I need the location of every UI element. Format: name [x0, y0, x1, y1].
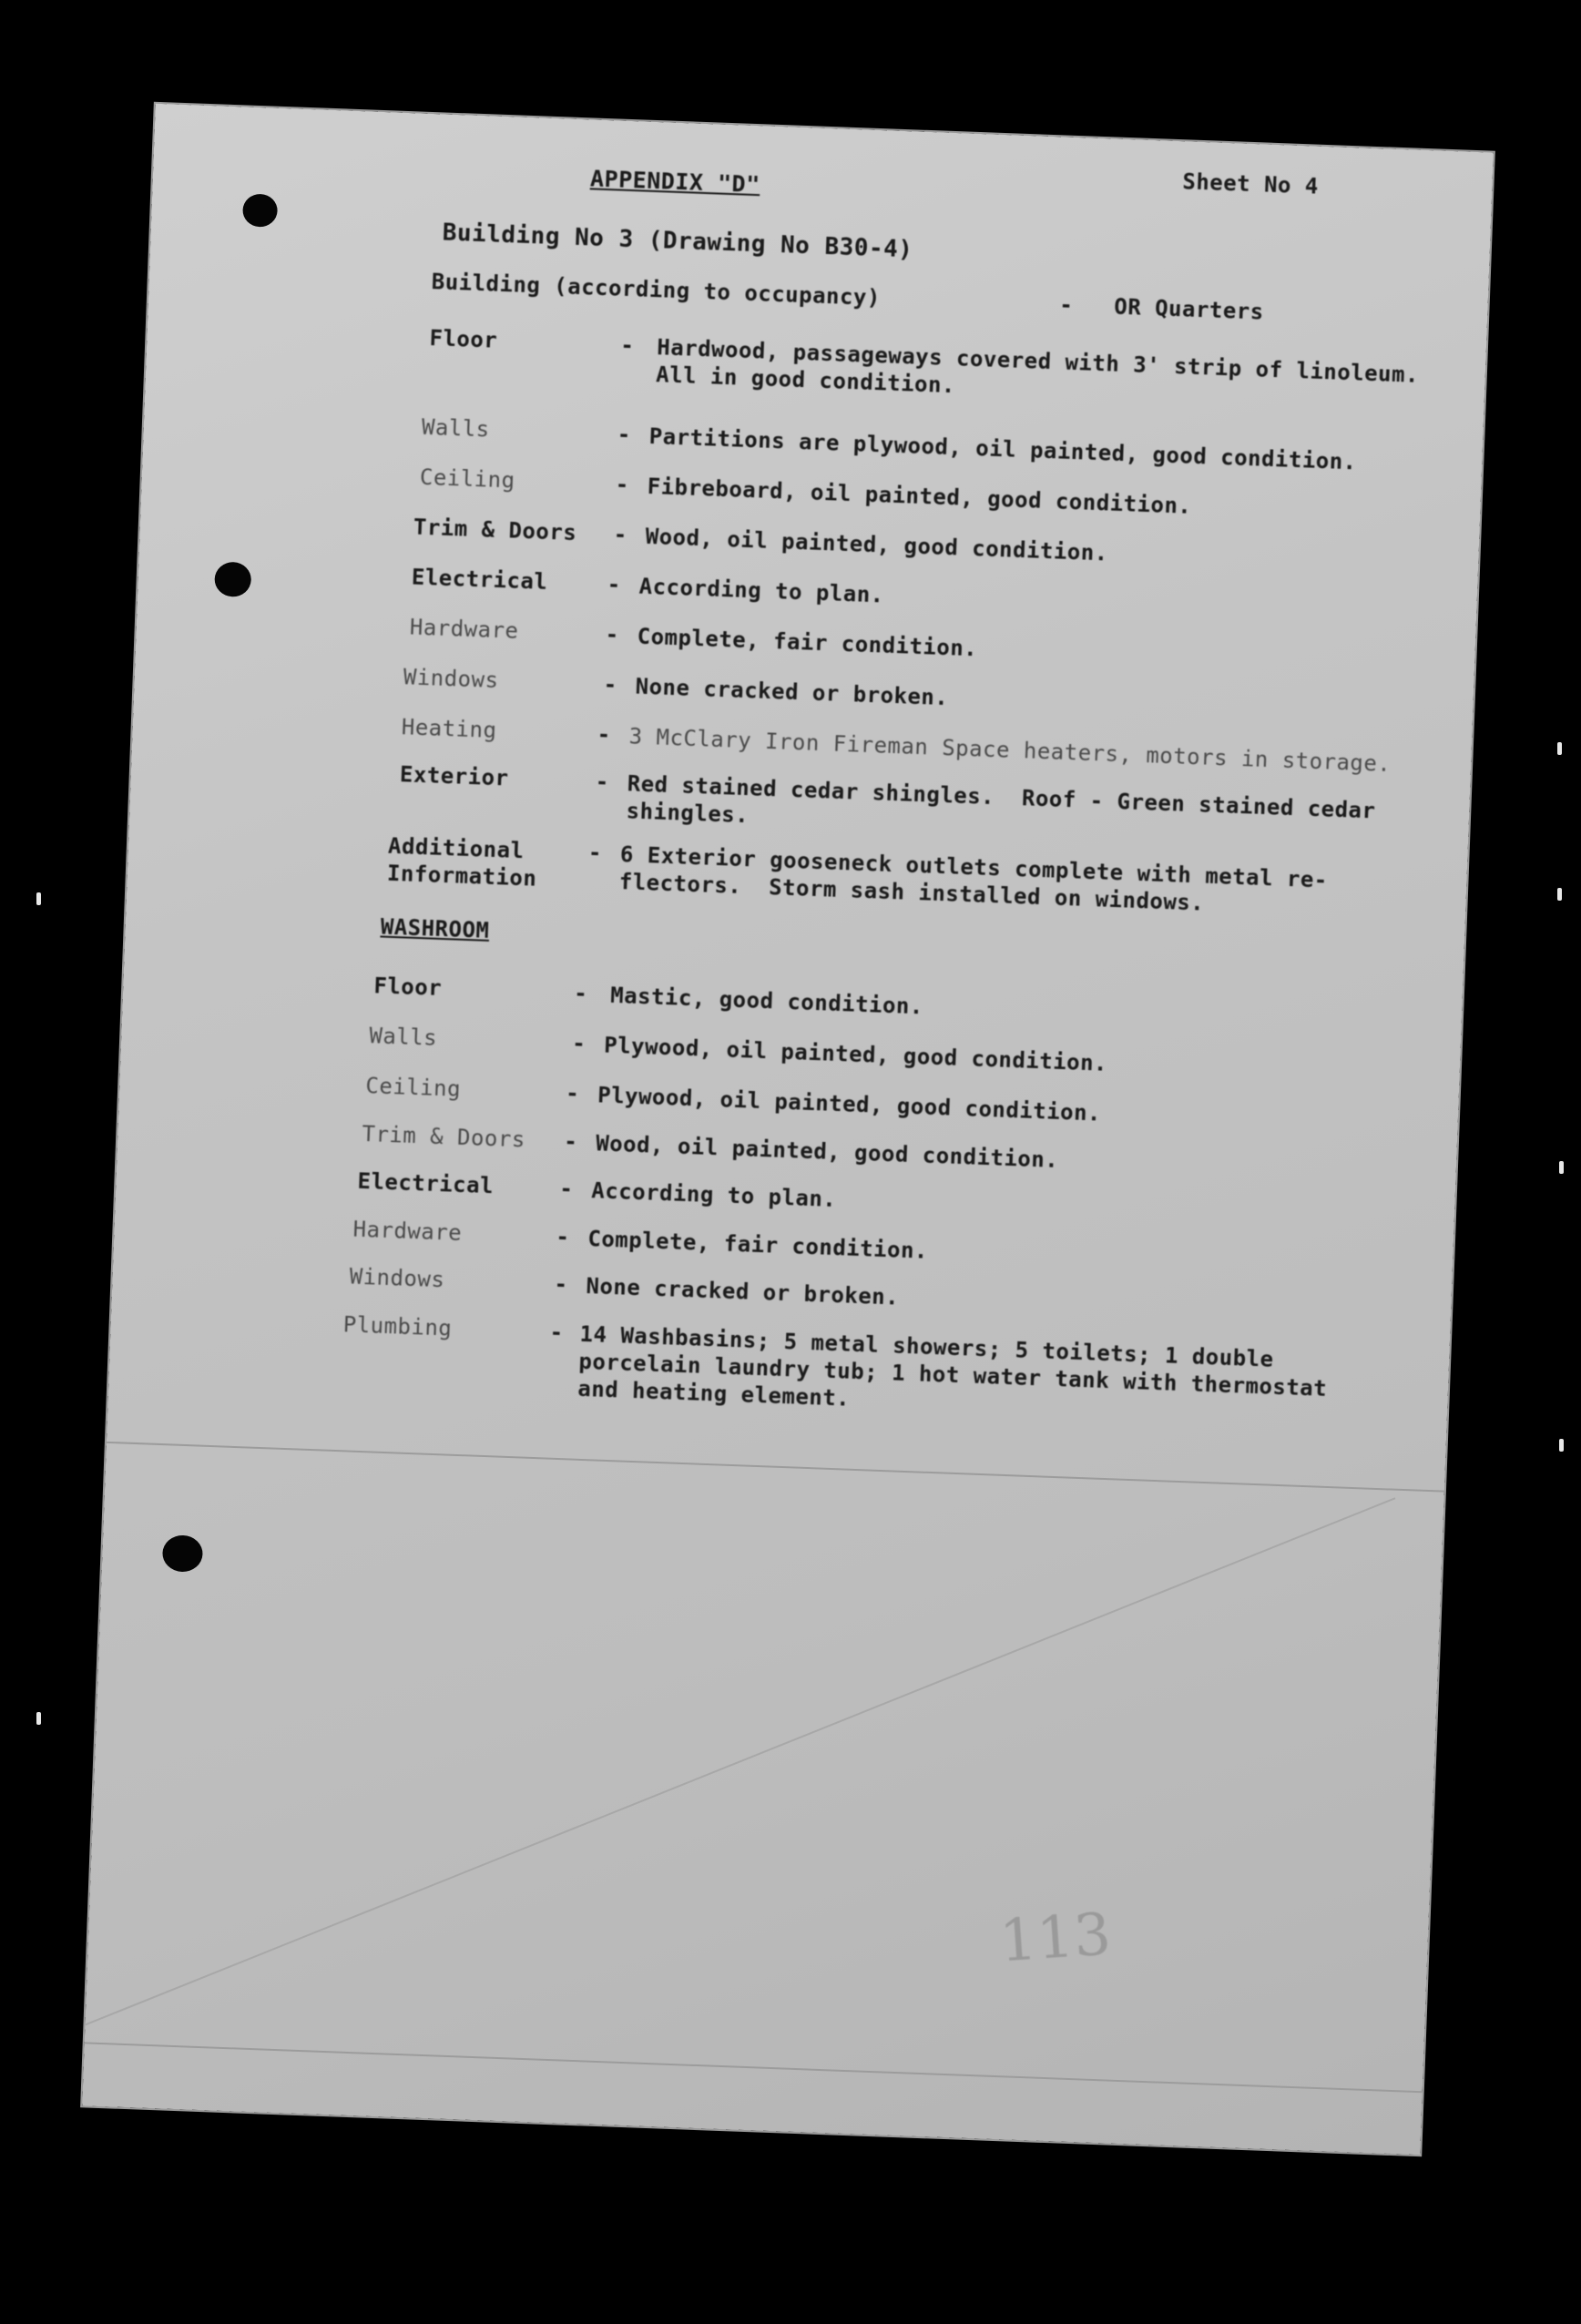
- scan-edge-mark: [1559, 1439, 1564, 1452]
- item-label: Hardware: [409, 614, 519, 644]
- scan-edge-mark: [36, 1712, 41, 1725]
- washroom-heading: WASHROOM: [380, 913, 490, 943]
- item-label: Plumbing: [342, 1311, 453, 1341]
- item-dash: -: [549, 1319, 565, 1346]
- item-value: Fibreboard, oil painted, good condition.: [647, 473, 1192, 519]
- item-label: Ceiling: [364, 1072, 462, 1102]
- building-usage-value: OR Quarters: [1113, 293, 1265, 325]
- item-dash: -: [558, 1175, 574, 1202]
- building-usage-label: Building (according to occupancy): [431, 269, 882, 311]
- item-label: Trim & Doors: [361, 1120, 526, 1153]
- document-page: [82, 104, 1494, 2155]
- typed-content: [82, 104, 1494, 2155]
- item-value: Complete, fair condition.: [586, 1226, 929, 1264]
- item-dash: -: [573, 980, 588, 1006]
- item-label: Walls: [421, 413, 491, 443]
- item-label: Hardware: [352, 1216, 463, 1246]
- item-label: Electrical: [411, 564, 548, 595]
- appendix-title: APPENDIX "D": [589, 165, 761, 199]
- item-value: None cracked or broken.: [635, 673, 949, 711]
- item-value: Hardwood, passageways covered with 3' strip of linoleum. All in good condition.: [655, 334, 1420, 399]
- item-label: Floor: [372, 973, 443, 1001]
- item-value: Complete, fair condition.: [637, 623, 978, 662]
- item-dash: -: [597, 721, 612, 748]
- sheet-number: Sheet No 4: [1181, 168, 1320, 199]
- building-number: Building No 3 (Drawing No B30-4): [442, 219, 913, 264]
- item-dash: -: [556, 1223, 570, 1250]
- item-value: 6 Exterior gooseneck outlets complete with metal re- flectors. Storm sash installed on windows.: [618, 841, 1329, 916]
- item-value: 3 McClary Iron Fireman Space heaters, motors in storage.: [628, 723, 1392, 777]
- item-dash: -: [571, 1030, 586, 1056]
- item-dash: -: [615, 471, 630, 498]
- item-label: Trim & Doors: [413, 514, 577, 546]
- item-label: Walls: [368, 1023, 438, 1051]
- item-label: Floor: [429, 325, 498, 353]
- item-label: Exterior: [399, 761, 510, 791]
- item-dash: -: [554, 1270, 569, 1298]
- item-value: 14 Washbasins; 5 metal showers; 5 toilets; 1 double porcelain laundry tub; 1 hot water tank with thermostat and heating element.: [576, 1320, 1328, 1412]
- item-dash: -: [605, 621, 620, 647]
- item-value: According to plan.: [638, 573, 885, 608]
- handwritten-page-number: 113: [997, 1901, 1114, 1976]
- item-value: Wood, oil painted, good condition.: [595, 1130, 1059, 1173]
- item-dash: -: [595, 769, 610, 795]
- item-dash: -: [613, 521, 628, 548]
- item-dash: -: [607, 571, 622, 597]
- building-usage-dash: -: [1058, 291, 1074, 318]
- scan-edge-mark: [36, 892, 41, 905]
- item-value: Red stained cedar shingles. Roof - Green stained cedar shingles.: [626, 770, 1376, 829]
- item-dash: -: [619, 331, 635, 359]
- item-dash: -: [563, 1128, 578, 1155]
- item-label: Windows: [349, 1263, 445, 1293]
- item-label: Windows: [403, 664, 500, 694]
- item-label: Additional Information: [386, 832, 537, 892]
- item-dash: -: [565, 1080, 580, 1106]
- item-label: Ceiling: [419, 464, 516, 494]
- scan-edge-mark: [1557, 742, 1562, 755]
- item-value: None cracked or broken.: [586, 1273, 900, 1310]
- item-dash: -: [587, 839, 603, 866]
- item-label: Electrical: [357, 1167, 495, 1199]
- scan-edge-mark: [1559, 1161, 1564, 1174]
- item-value: Plywood, oil painted, good condition.: [603, 1032, 1108, 1076]
- item-dash: -: [603, 671, 618, 698]
- item-label: Heating: [401, 714, 498, 743]
- scan-edge-mark: [1557, 888, 1562, 901]
- item-value: Plywood, oil painted, good condition.: [597, 1082, 1102, 1126]
- item-value: Partitions are plywood, oil painted, good condition.: [648, 423, 1358, 475]
- item-value: According to plan.: [590, 1177, 837, 1212]
- item-dash: -: [617, 421, 632, 448]
- item-value: Mastic, good condition.: [609, 982, 924, 1020]
- item-value: Wood, oil painted, good condition.: [645, 523, 1109, 566]
